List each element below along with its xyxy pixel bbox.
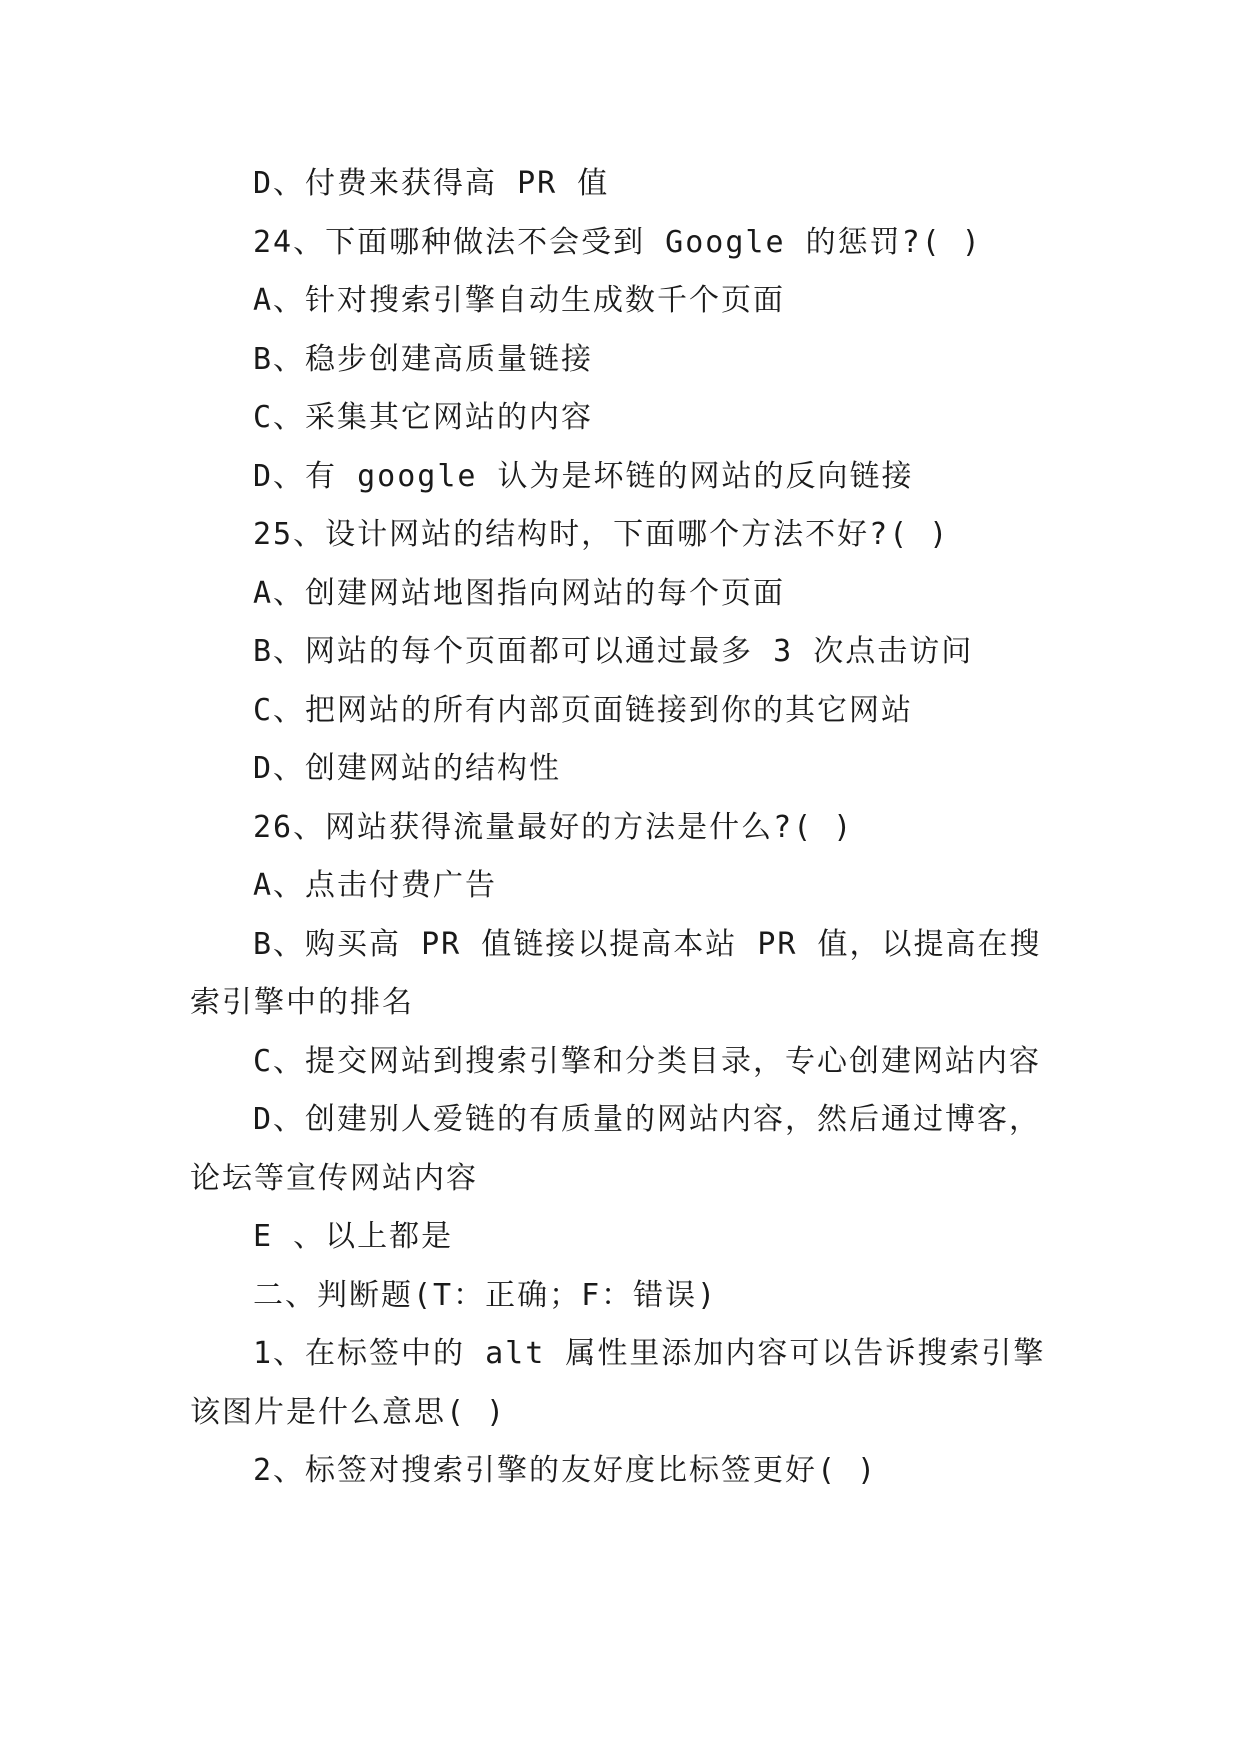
- option-a-q24: A、针对搜索引擎自动生成数千个页面: [253, 283, 786, 318]
- option-d-q24: D、有 google 认为是坏链的网站的反向链接: [253, 458, 914, 494]
- option-d-q25: D、创建网站的结构性: [253, 751, 562, 786]
- section-heading: 二、判断题(T：正确；F：错误): [253, 1277, 718, 1313]
- option-d-q23: D、付费来获得高 PR 值: [253, 166, 610, 201]
- option-d-q26: D、创建别人爱链的有质量的网站内容，然后通过博客，论坛等宣传网站内容: [190, 1102, 1042, 1196]
- option-a-q26: A、点击付费广告: [253, 868, 498, 903]
- judgment-question-2: 2、标签对搜索引擎的友好度比标签更好( ): [253, 1453, 878, 1488]
- question-26: 26、网站获得流量最好的方法是什么?( ): [253, 809, 854, 845]
- judgment-question-1: 1、在标签中的 alt 属性里添加内容可以告诉搜索引擎该图片是什么意思( ): [190, 1336, 1046, 1430]
- document-content: [190, 155, 1070, 1501]
- question-24: 24、下面哪种做法不会受到 Google 的惩罚?( ): [253, 224, 982, 260]
- option-c-q25: C、把网站的所有内部页面链接到你的其它网站: [253, 692, 914, 728]
- option-e-q26: E 、以上都是: [253, 1219, 454, 1254]
- option-a-q25: A、创建网站地图指向网站的每个页面: [253, 575, 786, 611]
- option-b-q25: B、网站的每个页面都可以通过最多 3 次点击访问: [253, 634, 974, 669]
- option-b-q24: B、稳步创建高质量链接: [253, 341, 594, 377]
- option-c-q26: C、提交网站到搜索引擎和分类目录，专心创建网站内容: [253, 1043, 1042, 1079]
- option-c-q24: C、采集其它网站的内容: [253, 400, 594, 435]
- option-b-q26: B、购买高 PR 值链接以提高本站 PR 值，以提高在搜索引擎中的排名: [190, 926, 1042, 1020]
- question-25: 25、设计网站的结构时，下面哪个方法不好?( ): [253, 517, 950, 552]
